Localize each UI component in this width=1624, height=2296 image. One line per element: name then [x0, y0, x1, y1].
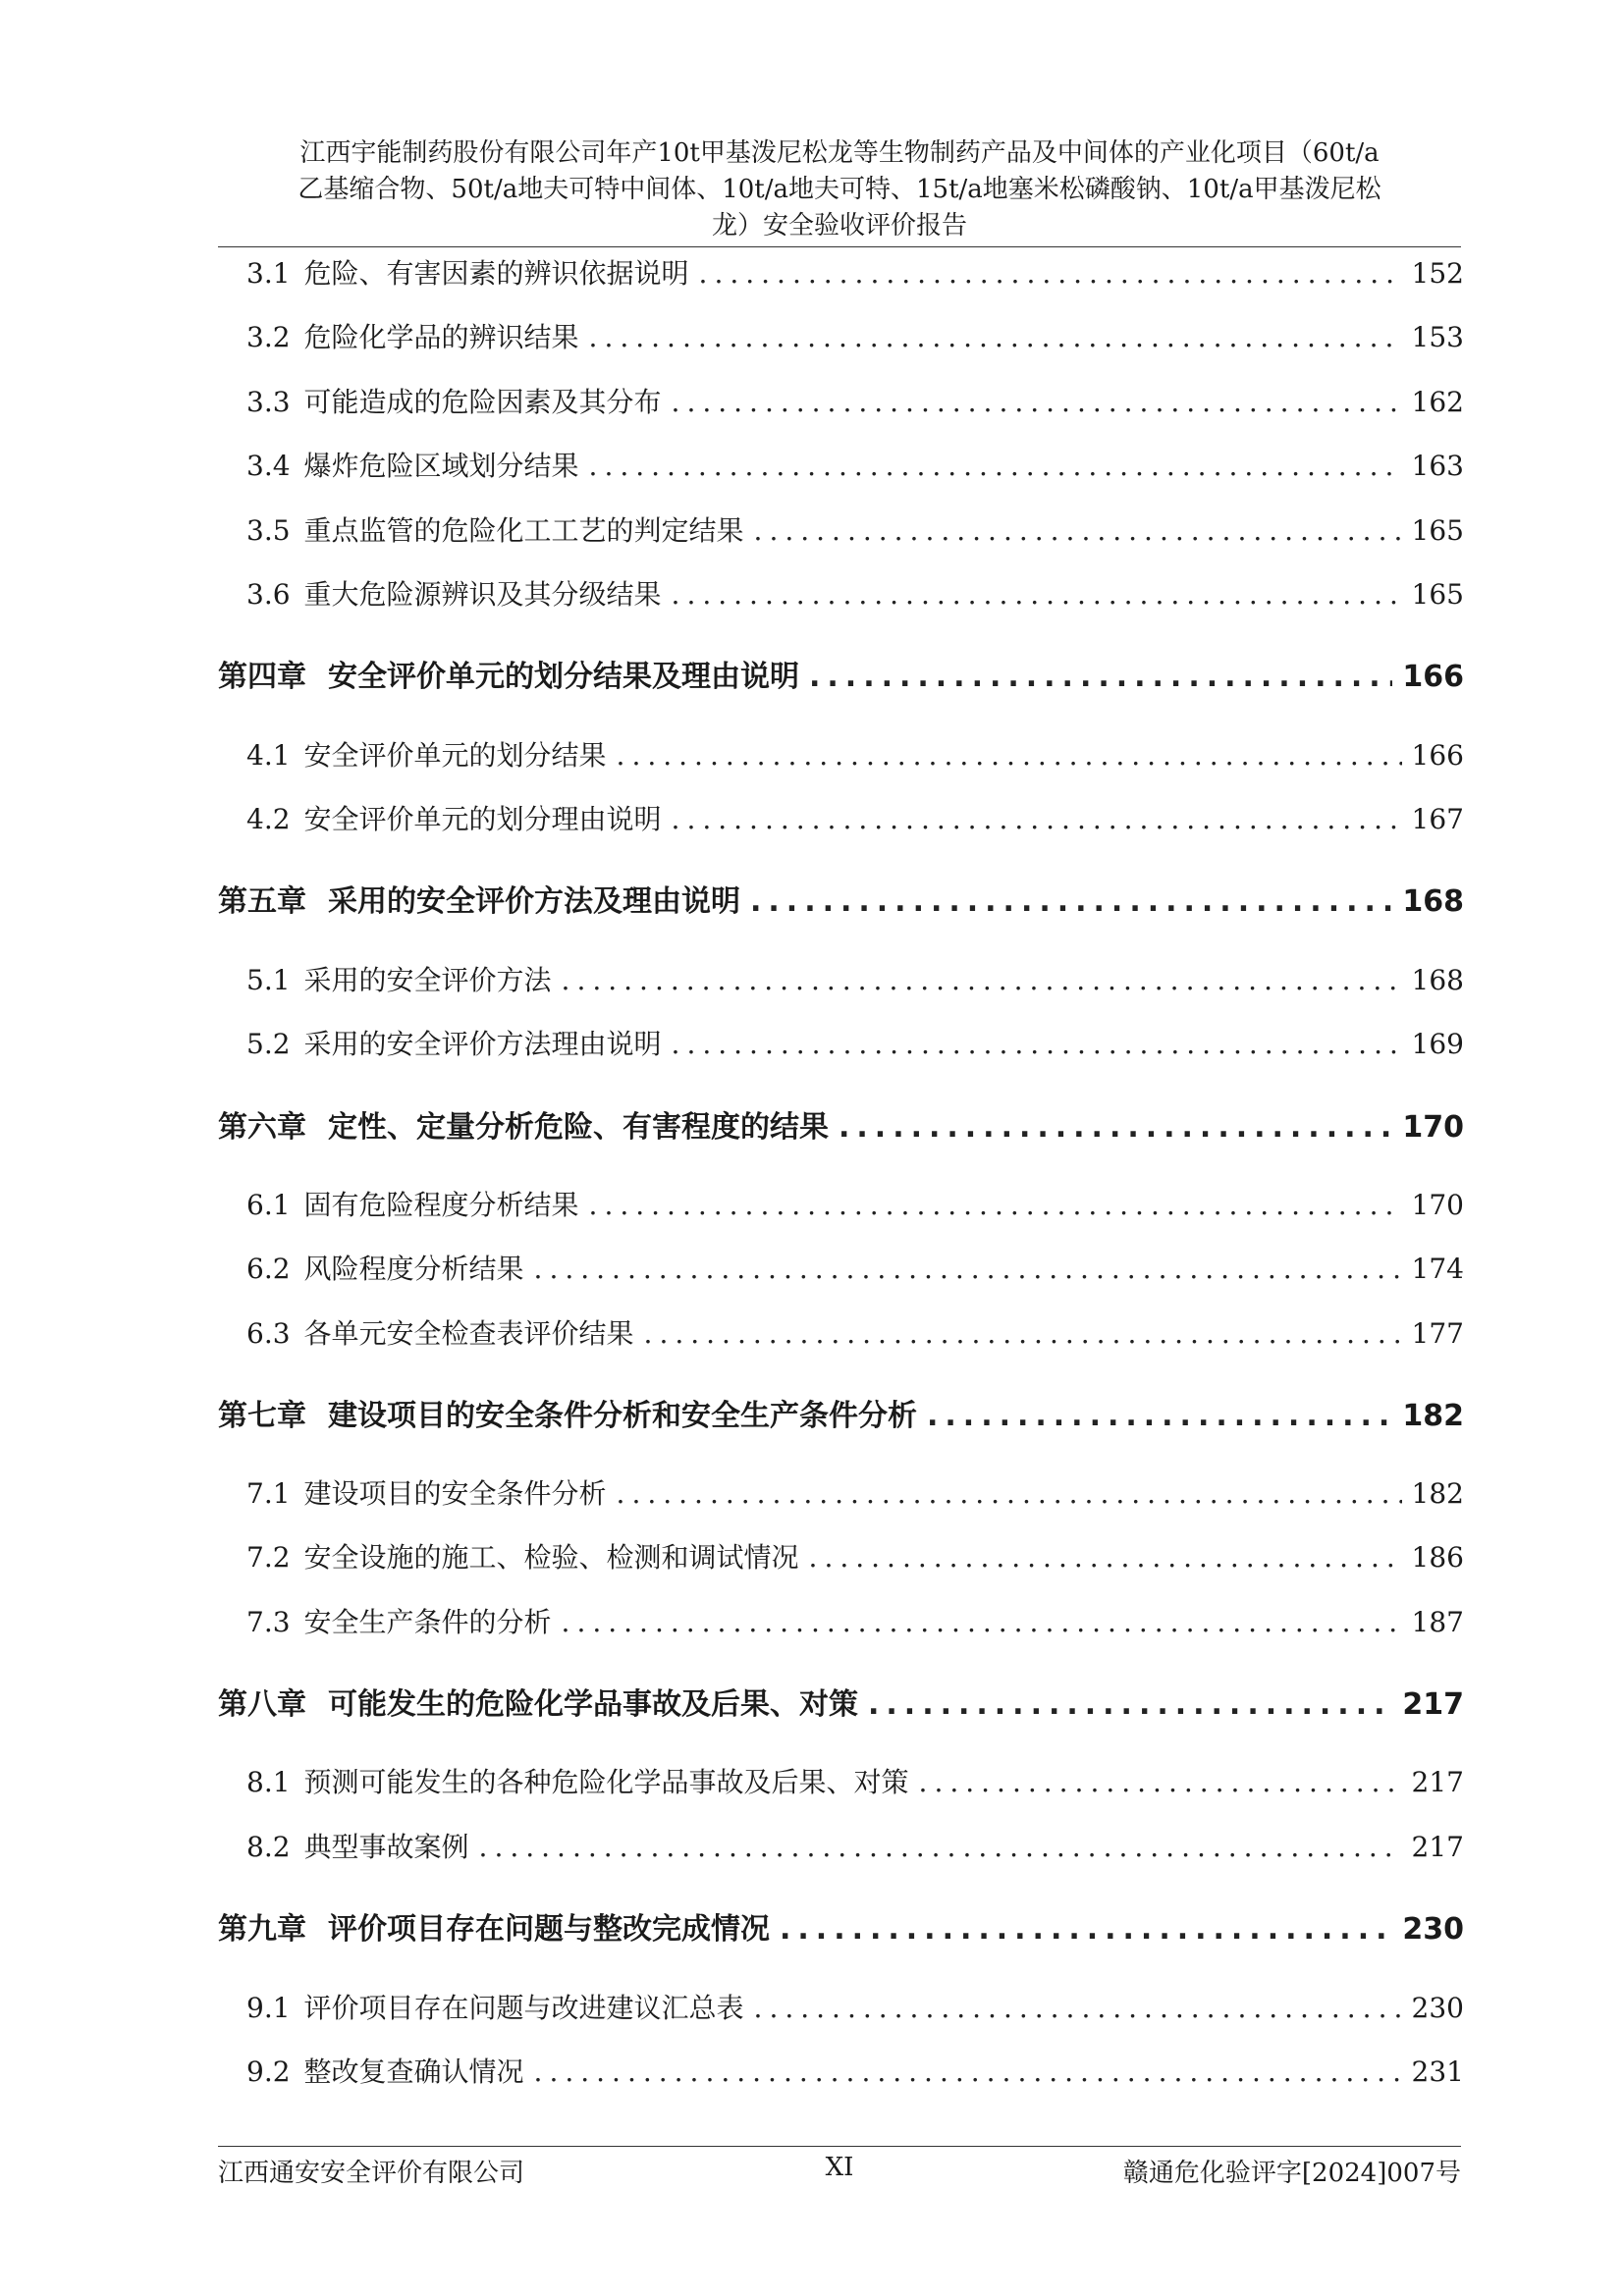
toc-entry[interactable] — [246, 445, 1464, 484]
toc-entry-page: 187 — [1411, 1606, 1464, 1638]
toc-leader-dots — [699, 257, 1402, 290]
toc-chapter-number: 第七章 — [218, 1399, 306, 1433]
toc-entry-title: 采用的安全评价方法理由说明 — [303, 1028, 662, 1060]
toc-entry-page: 153 — [1411, 321, 1464, 353]
toc-entry-number: 7.1 — [246, 1477, 291, 1510]
toc-leader-dots — [534, 1253, 1402, 1285]
toc-chapter-title: 建设项目的安全条件分析和安全生产条件分析 — [328, 1399, 917, 1433]
toc-chapter-number: 第八章 — [218, 1687, 306, 1722]
toc-entry[interactable] — [246, 798, 1464, 837]
toc-entry-number: 7.3 — [246, 1606, 291, 1638]
toc-entry-title: 重点监管的危险化工工艺的判定结果 — [303, 514, 744, 547]
page-footer — [218, 2153, 1461, 2189]
toc-chapter-number: 第六章 — [218, 1110, 306, 1145]
toc-entry-title: 安全生产条件的分析 — [303, 1606, 552, 1638]
toc-chapter[interactable] — [218, 1680, 1464, 1723]
toc-leader-dots — [617, 739, 1402, 772]
toc-entry-title: 风险程度分析结果 — [303, 1253, 524, 1285]
toc-entry-number: 5.2 — [246, 1028, 291, 1060]
toc-leader-dots — [589, 321, 1402, 353]
toc-leader-dots — [589, 1189, 1402, 1221]
toc-chapter[interactable] — [218, 652, 1464, 695]
toc-chapter-page: 170 — [1402, 1110, 1464, 1145]
toc-entry-title: 采用的安全评价方法 — [303, 964, 552, 996]
toc-entry[interactable] — [246, 1536, 1464, 1575]
toc-leader-dots — [754, 1992, 1402, 2024]
toc-entry-page: 217 — [1411, 1766, 1464, 1798]
toc-entry-title: 爆炸危险区域划分结果 — [303, 450, 579, 482]
toc-chapter-title: 定性、定量分析危险、有害程度的结果 — [328, 1110, 829, 1145]
toc-entry[interactable] — [246, 1023, 1464, 1062]
toc-leader-dots — [672, 386, 1402, 418]
toc-entry-page: 163 — [1411, 450, 1464, 482]
toc-entry[interactable] — [246, 1761, 1464, 1800]
toc-entry-page: 162 — [1411, 386, 1464, 418]
toc-entry-number: 6.1 — [246, 1189, 291, 1221]
toc-entry[interactable] — [246, 959, 1464, 998]
footer-document-number: 赣通危化验评字[2024]007号 — [1122, 2159, 1461, 2188]
toc-entry-title: 评价项目存在问题与改进建议汇总表 — [303, 1992, 744, 2024]
header-title-line-2: 乙基缩合物、50t/a地夫可特中间体、10t/a地夫可特、15t/a地塞米松磷酸钠、10t/a甲基泼尼松 — [298, 175, 1381, 204]
toc-entry-page: 177 — [1411, 1317, 1464, 1350]
toc-leader-dots — [927, 1399, 1392, 1433]
toc-entry-title: 可能造成的危险因素及其分布 — [303, 386, 662, 418]
toc-entry-number: 9.2 — [246, 2056, 291, 2088]
toc-entry-number: 3.3 — [246, 386, 291, 418]
toc-entry-title: 安全评价单元的划分理由说明 — [303, 803, 662, 835]
toc-entry-page: 186 — [1411, 1541, 1464, 1574]
toc-chapter-page: 166 — [1402, 660, 1464, 694]
toc-leader-dots — [750, 884, 1392, 919]
toc-leader-dots — [809, 1541, 1402, 1574]
toc-leader-dots — [562, 1606, 1402, 1638]
toc-leader-dots — [672, 803, 1402, 835]
toc-entry[interactable] — [246, 1987, 1464, 2026]
toc-entry[interactable] — [246, 1248, 1464, 1287]
toc-leader-dots — [479, 1831, 1402, 1863]
toc-entry-number: 3.4 — [246, 450, 291, 482]
toc-entry[interactable] — [246, 1184, 1464, 1223]
toc-entry[interactable] — [246, 381, 1464, 420]
toc-entry-number: 7.2 — [246, 1541, 291, 1574]
toc-leader-dots — [644, 1317, 1402, 1350]
toc-entry-title: 危险、有害因素的辨识依据说明 — [303, 257, 689, 290]
toc-entry[interactable] — [246, 1601, 1464, 1640]
toc-entry-title: 典型事故案例 — [303, 1831, 469, 1863]
toc-entry-page: 231 — [1411, 2056, 1464, 2088]
toc-entry-page: 167 — [1411, 803, 1464, 835]
toc-entry[interactable] — [246, 734, 1464, 774]
toc-entry[interactable] — [246, 1472, 1464, 1512]
toc-entry[interactable] — [246, 509, 1464, 549]
toc-entry-title: 各单元安全检查表评价结果 — [303, 1317, 634, 1350]
toc-entry-number: 3.1 — [246, 257, 291, 290]
toc-leader-dots — [562, 964, 1402, 996]
toc-chapter[interactable] — [218, 1904, 1464, 1948]
toc-entry-title: 危险化学品的辨识结果 — [303, 321, 579, 353]
toc-leader-dots — [672, 578, 1402, 611]
toc-entry[interactable] — [246, 1312, 1464, 1352]
footer-page-number: XI — [825, 2153, 854, 2182]
toc-entry-number: 3.2 — [246, 321, 291, 353]
toc-chapter-number: 第九章 — [218, 1912, 306, 1947]
toc-entry-number: 8.1 — [246, 1766, 291, 1798]
toc-chapter-page: 230 — [1402, 1912, 1464, 1947]
toc-entry[interactable] — [246, 573, 1464, 613]
toc-entry-number: 6.2 — [246, 1253, 291, 1285]
toc-leader-dots — [780, 1912, 1392, 1947]
toc-chapter-number: 第四章 — [218, 660, 306, 694]
toc-entry[interactable] — [246, 1826, 1464, 1865]
toc-leader-dots — [754, 514, 1402, 547]
toc-entry-page: 217 — [1411, 1831, 1464, 1863]
toc-entry-title: 重大危险源辨识及其分级结果 — [303, 578, 662, 611]
toc-entry-page: 174 — [1411, 1253, 1464, 1285]
toc-entry[interactable] — [246, 2051, 1464, 2090]
toc-leader-dots — [868, 1687, 1392, 1722]
toc-entry-page: 169 — [1411, 1028, 1464, 1060]
toc-entry-page: 170 — [1411, 1189, 1464, 1221]
toc-entry-title: 安全评价单元的划分结果 — [303, 739, 607, 772]
toc-leader-dots — [534, 2056, 1402, 2088]
toc-entry-number: 4.1 — [246, 739, 291, 772]
toc-entry-page: 166 — [1411, 739, 1464, 772]
toc-entry-page: 182 — [1411, 1477, 1464, 1510]
toc-entry-page: 168 — [1411, 964, 1464, 996]
toc-entry-number: 6.3 — [246, 1317, 291, 1350]
toc-entry[interactable] — [246, 316, 1464, 355]
toc-chapter-title: 采用的安全评价方法及理由说明 — [328, 884, 740, 919]
toc-entry-page: 152 — [1411, 257, 1464, 290]
toc-entry-page: 165 — [1411, 514, 1464, 547]
toc-leader-dots — [919, 1766, 1402, 1798]
toc-leader-dots — [617, 1477, 1402, 1510]
toc-entry-title: 建设项目的安全条件分析 — [303, 1477, 607, 1510]
toc-entry-title: 安全设施的施工、检验、检测和调试情况 — [303, 1541, 799, 1574]
toc-chapter[interactable] — [218, 877, 1464, 920]
toc-entry-number: 3.5 — [246, 514, 291, 547]
toc-chapter-page: 182 — [1402, 1399, 1464, 1433]
toc-chapter-title: 可能发生的危险化学品事故及后果、对策 — [328, 1687, 858, 1722]
toc-entry-number: 5.1 — [246, 964, 291, 996]
header-title-line-3: 龙）安全验收评价报告 — [711, 211, 967, 240]
toc-entry-number: 4.2 — [246, 803, 291, 835]
toc-leader-dots — [672, 1028, 1402, 1060]
toc-entry-number: 3.6 — [246, 578, 291, 611]
toc-entry-page: 165 — [1411, 578, 1464, 611]
toc-chapter-number: 第五章 — [218, 884, 306, 919]
toc-entry-title: 固有危险程度分析结果 — [303, 1189, 579, 1221]
toc-entry-title: 预测可能发生的各种危险化学品事故及后果、对策 — [303, 1766, 909, 1798]
toc-leader-dots — [589, 450, 1402, 482]
toc-chapter-title: 安全评价单元的划分结果及理由说明 — [328, 660, 799, 694]
toc-chapter-page: 168 — [1402, 884, 1464, 919]
toc-chapter[interactable] — [218, 1391, 1464, 1434]
footer-company: 江西通安安全评价有限公司 — [218, 2159, 525, 2188]
toc-leader-dots — [839, 1110, 1392, 1145]
toc-entry[interactable] — [246, 252, 1464, 292]
toc-entry-page: 230 — [1411, 1992, 1464, 2024]
footer-divider — [218, 2146, 1461, 2147]
toc-entry-number: 9.1 — [246, 1992, 291, 2024]
toc-chapter-title: 评价项目存在问题与整改完成情况 — [328, 1912, 770, 1947]
toc-chapter-page: 217 — [1402, 1687, 1464, 1722]
header-title-line-1: 江西宇能制药股份有限公司年产10t甲基泼尼松龙等生物制药产品及中间体的产业化项目（60t/a — [299, 138, 1380, 168]
toc-chapter[interactable] — [218, 1102, 1464, 1146]
toc-entry-title: 整改复查确认情况 — [303, 2056, 524, 2088]
toc-leader-dots — [809, 660, 1392, 694]
toc-entry-number: 8.2 — [246, 1831, 291, 1863]
